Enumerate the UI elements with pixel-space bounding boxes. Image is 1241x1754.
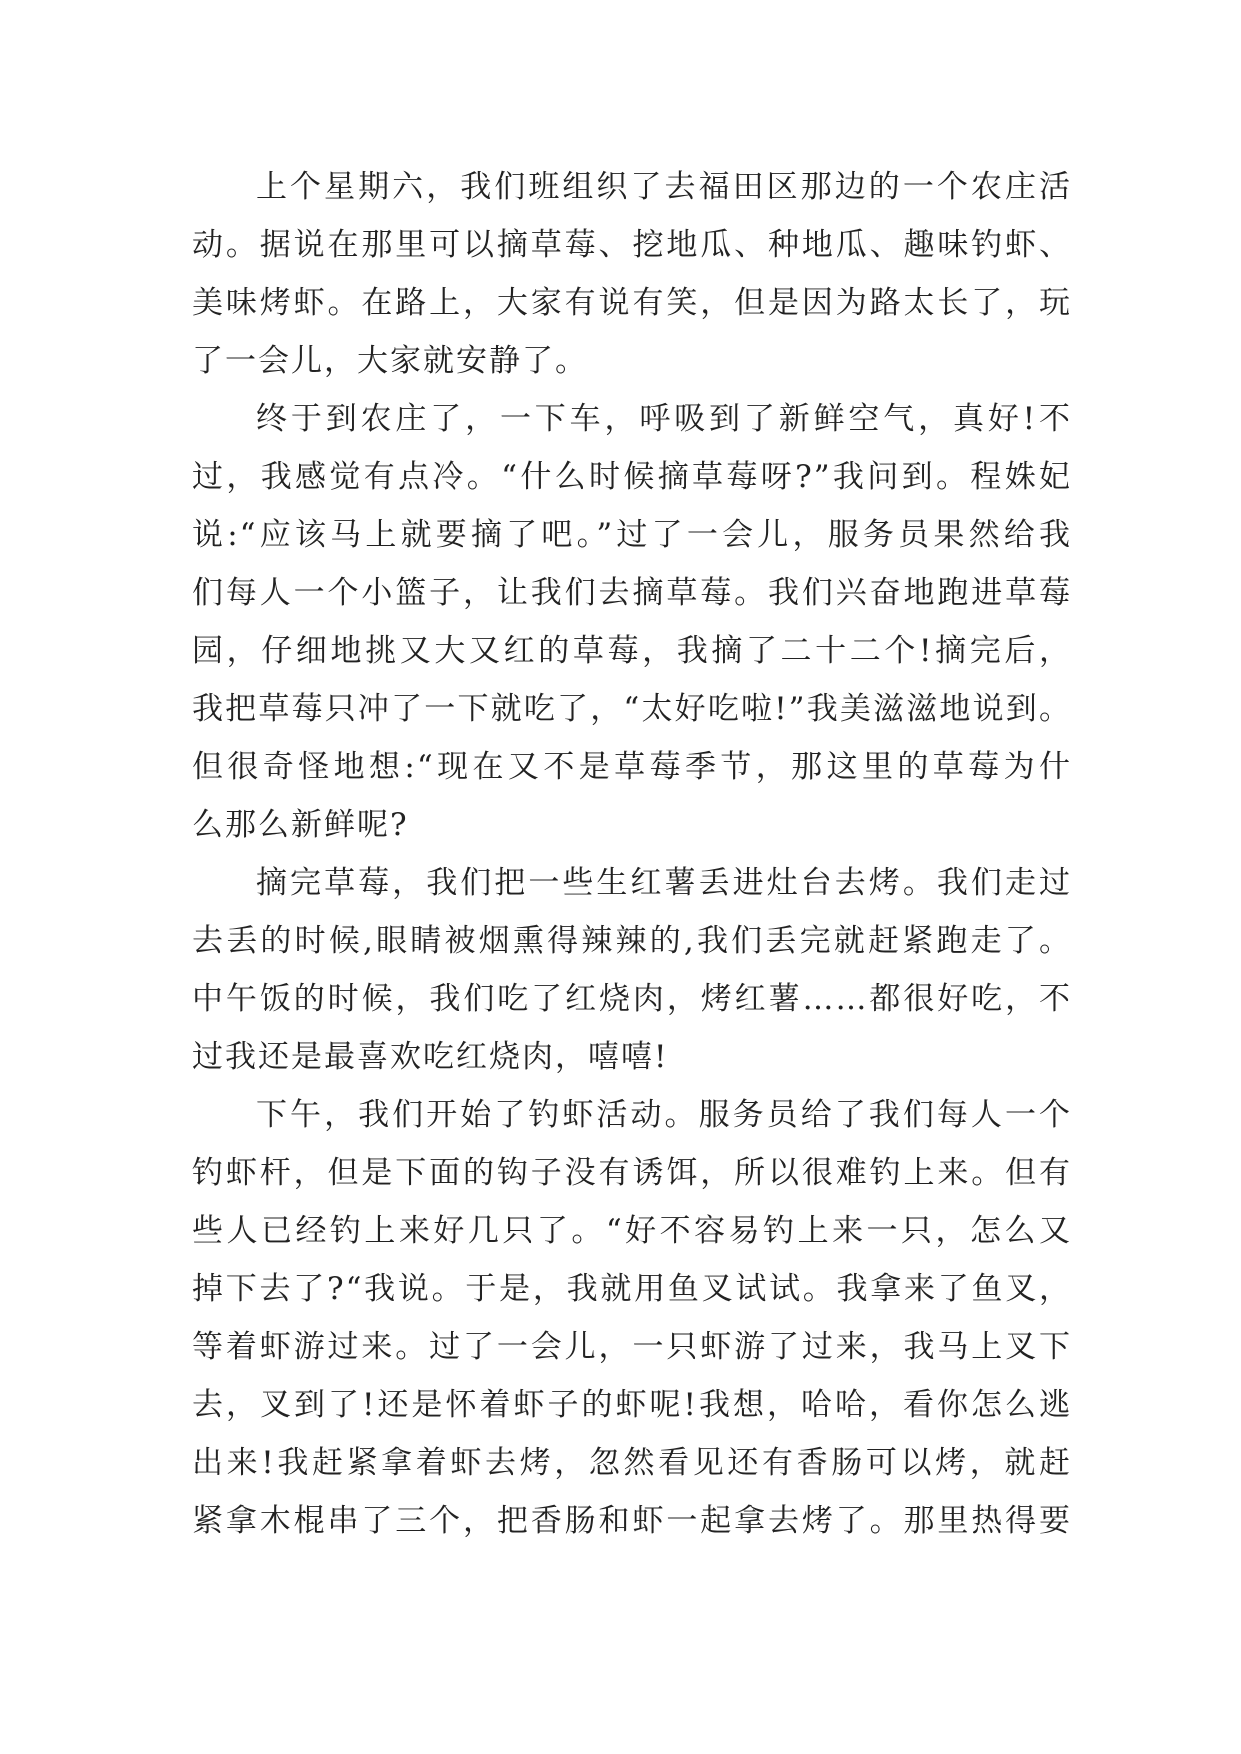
- text-line: 下午，我们开始了钓虾活动。服务员给了我们每人一个: [256, 1097, 1072, 1133]
- text-line: 终于到农庄了，一下车，呼吸到了新鲜空气，真好!不: [256, 401, 1072, 437]
- text-line: 等着虾游过来。过了一会儿，一只虾游了过来，我马上叉下: [192, 1329, 1072, 1365]
- paragraph-1: [192, 158, 1072, 390]
- text-line: 说:“应该马上就要摘了吧。”过了一会儿，服务员果然给我: [192, 517, 1072, 553]
- text-line: 动。据说在那里可以摘草莓、挖地瓜、种地瓜、趣味钓虾、: [192, 227, 1072, 263]
- text-line: 些人已经钓上来好几只了。“好不容易钓上来一只，怎么又: [192, 1213, 1072, 1249]
- paragraph-3: [192, 854, 1072, 1086]
- text-line: 去，叉到了!还是怀着虾子的虾呢!我想，哈哈，看你怎么逃: [192, 1387, 1072, 1423]
- text-line: 么那么新鲜呢?: [192, 807, 409, 843]
- text-line: 我把草莓只冲了一下就吃了，“太好吃啦!”我美滋滋地说到。: [192, 691, 1072, 727]
- text-line: 们每人一个小篮子，让我们去摘草莓。我们兴奋地跑进草莓: [192, 575, 1072, 611]
- text-line: 中午饭的时候，我们吃了红烧肉，烤红薯……都很好吃，不: [192, 981, 1072, 1017]
- text-line: 出来!我赶紧拿着虾去烤，忽然看见还有香肠可以烤，就赶: [192, 1445, 1072, 1481]
- text-line: 钓虾杆，但是下面的钩子没有诱饵，所以很难钓上来。但有: [192, 1155, 1072, 1191]
- text-line: 去丢的时候,眼睛被烟熏得辣辣的,我们丢完就赶紧跑走了。: [192, 923, 1072, 959]
- paragraph-2: [192, 390, 1072, 854]
- text-line: 美味烤虾。在路上，大家有说有笑，但是因为路太长了，玩: [192, 285, 1072, 321]
- text-line: 上个星期六，我们班组织了去福田区那边的一个农庄活: [256, 169, 1072, 205]
- text-line: 掉下去了?“我说。于是，我就用鱼叉试试。我拿来了鱼叉，: [192, 1271, 1072, 1307]
- text-line: 但很奇怪地想:“现在又不是草莓季节，那这里的草莓为什: [192, 749, 1072, 785]
- text-line: 过，我感觉有点冷。“什么时候摘草莓呀?”我问到。程姝妃: [192, 459, 1072, 495]
- text-line: 了一会儿，大家就安静了。: [192, 343, 588, 379]
- paragraph-4: [192, 1086, 1072, 1550]
- text-line: 紧拿木棍串了三个，把香肠和虾一起拿去烤了。那里热得要: [192, 1503, 1072, 1539]
- text-line: 园，仔细地挑又大又红的草莓，我摘了二十二个!摘完后，: [192, 633, 1072, 669]
- body-text: [192, 158, 1072, 1550]
- text-line: 过我还是最喜欢吃红烧肉，嘻嘻!: [192, 1039, 669, 1075]
- text-line: 摘完草莓，我们把一些生红薯丢进灶台去烤。我们走过: [256, 865, 1072, 901]
